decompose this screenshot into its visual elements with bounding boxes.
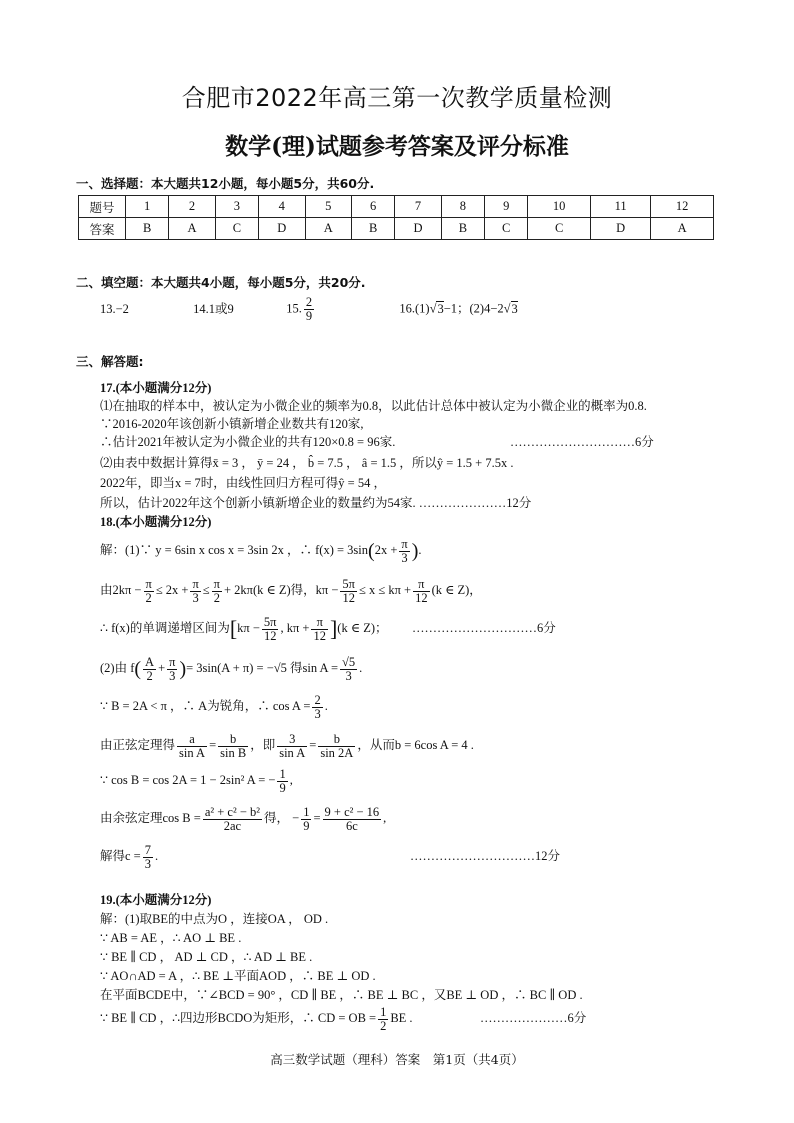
q18-title: 18.(本小题满分12分) — [100, 515, 212, 529]
numerator: π — [169, 654, 176, 669]
q18-line-2 — [100, 572, 482, 608]
text: ∵ B = 2A < π ，∴ A为锐角，∴ cos A = — [100, 699, 311, 713]
numerator: 1 — [279, 766, 286, 781]
numerator: π — [145, 576, 152, 591]
denominator: sin A — [279, 745, 306, 760]
text: ，即 — [250, 738, 276, 752]
answer-15-fraction — [304, 296, 314, 323]
fraction — [277, 768, 287, 795]
page-footer: 高三数学试题（理科）答案 第1页（共4页） — [270, 1052, 524, 1067]
numerator: 9 + c² − 16 — [324, 804, 380, 819]
table-cell: 3 — [215, 196, 258, 218]
numerator: π — [192, 576, 199, 591]
text: ≤ — [202, 583, 210, 597]
table-row-answers — [79, 218, 714, 240]
table-cell: B — [441, 218, 484, 240]
table-row-numbers — [79, 196, 714, 218]
numerator: 5π — [342, 576, 355, 591]
q19-line-1: 解：(1)取BE的中点为O ，连接OA ， OD . — [100, 912, 329, 926]
denominator: 6c — [345, 818, 358, 833]
table-cell: 2 — [169, 196, 215, 218]
text: 解得c = — [100, 849, 141, 863]
text: 由正弦定理得 — [100, 738, 176, 752]
table-cell: A — [305, 218, 351, 240]
q17-line-3 — [100, 432, 654, 450]
denominator: 3 — [169, 668, 176, 683]
sqrt-radicand: 3 — [511, 301, 518, 316]
fraction — [323, 806, 382, 833]
denominator: 2ac — [223, 818, 242, 833]
text: + 2kπ(k ∈ Z)得，kπ − — [223, 583, 339, 597]
fraction — [340, 578, 357, 605]
q17-line-1: ⑴在抽取的样本中，被认定为小微企业的频率为0.8，以此估计总体中被认定为小微企业的概率为0.8. — [100, 399, 647, 413]
table-cell: D — [590, 218, 650, 240]
text: ≤ x ≤ kπ + — [358, 583, 412, 597]
table-cell: 10 — [528, 196, 591, 218]
denominator: 12 — [342, 590, 355, 605]
section-solution-heading: 三、解答题: — [76, 354, 144, 369]
numerator: A — [145, 654, 155, 669]
table-cell: 8 — [441, 196, 484, 218]
fraction — [318, 733, 355, 760]
score-marker: …………………6分 — [480, 1011, 587, 1025]
denominator: sin 2A — [320, 745, 354, 760]
denominator: 2 — [145, 590, 152, 605]
table-cell: 4 — [259, 196, 305, 218]
numerator: 5π — [263, 614, 277, 629]
q18-line-1-text: 解：(1)∵ y = 6sin x cos x = 3sin 2x ，∴ f(x) = 3sin — [100, 543, 369, 557]
paren-left: ( — [134, 658, 142, 681]
text: 由2kπ − — [100, 583, 142, 597]
answer-15 — [286, 296, 396, 323]
fraction — [190, 578, 200, 605]
numerator: b — [218, 733, 248, 747]
numerator: π — [401, 536, 408, 551]
fraction — [212, 578, 222, 605]
score-marker: …………………………6分 — [510, 435, 654, 449]
numerator: π — [311, 616, 328, 630]
denominator: 12 — [415, 590, 428, 605]
table-cell: A — [651, 218, 714, 240]
numerator: π — [213, 576, 220, 591]
q18-line-4: (2)由 f( $\frac{A}{2}$ + $\frac{\pi}{3}$ )= 3sin(A + π) = −√5 得sin A = $\frac{√5}{3}$ . — [100, 654, 363, 683]
q18-line-3 — [100, 610, 556, 646]
text: = 3sin(A + π) = −√5 得sin A = — [186, 661, 339, 675]
bracket-right: ] — [329, 616, 338, 642]
q17-line-5: 2022年，即当x = 7时，由线性回归方程可得ŷ = 54 ， — [100, 476, 386, 490]
fraction — [413, 578, 430, 605]
fraction — [301, 806, 311, 833]
q19-line-4: ∵ AO∩AD = A ，∴ BE ⊥平面AOD ，∴ BE ⊥ OD . — [100, 969, 376, 983]
text: 得， − — [264, 811, 300, 825]
table-cell: 1 — [126, 196, 169, 218]
answer-table — [78, 195, 714, 240]
exam-title: 合肥市2022年高三第一次教学质量检测 — [181, 84, 613, 112]
table-cell: 6 — [352, 196, 395, 218]
fraction — [277, 733, 307, 760]
numerator: 2 — [314, 692, 321, 707]
fraction — [143, 844, 153, 871]
table-cell: 7 — [395, 196, 441, 218]
table-cell: C — [215, 218, 258, 240]
table-cell: A — [169, 218, 215, 240]
text: 由余弦定理cos B = — [100, 811, 201, 825]
table-cell: B — [352, 218, 395, 240]
text: ∴ f(x)的单调递增区间为 — [100, 621, 230, 635]
text: (k ∈ Z)， — [431, 583, 482, 597]
numerator: 3 — [277, 733, 307, 747]
q18-line-1: 解：(1)∵ y = 6sin x cos x = 3sin 2x ，∴ f(x) = 3sin(2x + $\frac{\pi}{3}$ ). — [100, 536, 422, 565]
q19-line-3: ∵ BE ∥ CD ， AD ⊥ CD ，∴ AD ⊥ BE . — [100, 950, 313, 964]
score-marker: …………………………12分 — [410, 849, 561, 863]
numerator: 1 — [303, 804, 310, 819]
answer-15-prefix: 15. — [286, 301, 302, 316]
q17-line-3-text: ∴估计2021年被认定为小微企业的共有120×0.8 = 96家. — [100, 435, 396, 449]
table-cell: 5 — [305, 196, 351, 218]
fraction — [177, 733, 207, 760]
table-cell: D — [395, 218, 441, 240]
text: kπ − — [237, 621, 260, 635]
fraction — [312, 694, 322, 721]
table-cell: C — [485, 218, 528, 240]
q18-line-7: ∵ cos B = cos 2A = 1 − 2sin² A = − $\frac{1}{9}$ , — [100, 766, 293, 795]
paren-left: ( — [368, 540, 375, 563]
denominator: 9 — [303, 818, 310, 833]
answer-key-subtitle: 数学(理)试题参考答案及评分标准 — [225, 133, 569, 160]
denominator: 12 — [263, 628, 277, 643]
fraction — [144, 578, 154, 605]
denominator: 9 — [279, 780, 286, 795]
paren-right: ) — [179, 658, 187, 681]
text: ∵ cos B = cos 2A = 1 − 2sin² A = − — [100, 773, 276, 787]
answer-13: 13.−2 — [100, 301, 129, 316]
text: BE . — [390, 1011, 413, 1025]
q19-line-5: 在平面BCDE中，∵∠BCD = 90° ，CD ∥ BE ，∴ BE ⊥ BC ，又BE ⊥ OD ，∴ BC ∥ OD . — [100, 988, 583, 1002]
text: ，从而b = 6cos A = 4 . — [357, 738, 474, 752]
numerator: b — [318, 733, 355, 747]
q17-line-6: 所以，估计2022年这个创新小镇新增企业的数量约为54家. …………………12分 — [100, 496, 532, 510]
answer-16: 16.(1)√3−1；(2)4−2√3 — [399, 301, 518, 316]
text: , kπ + — [280, 621, 310, 635]
denominator: sin A — [179, 745, 206, 760]
numerator: π — [413, 578, 430, 592]
text: ≤ 2x + — [155, 583, 189, 597]
q18-line-6: 由正弦定理得 $\frac{a}{\text{sin A}}$ = $\frac{b}{\text{sin B}}$ ，即 $\frac{3}{\text{sin A}}$ = $\frac{b}{\sin 2A}$ ，从而b = 6cos A = 4 . — [100, 731, 474, 760]
fraction — [143, 656, 156, 683]
denominator: 3 — [345, 668, 352, 683]
fraction — [218, 733, 248, 760]
q18-line-5: ∵ B = 2A < π ，∴ A为锐角，∴ cos A = $\frac{2}{3}$ . — [100, 692, 328, 721]
fraction — [311, 616, 328, 643]
fraction — [167, 656, 177, 683]
table-cell: B — [126, 218, 169, 240]
fraction — [340, 656, 357, 683]
pi-over-3 — [399, 538, 409, 565]
text: ∵ BE ∥ CD ，∴四边形BCDO为矩形，∴ CD = OB = — [100, 1011, 377, 1025]
text: (2)由 f — [100, 661, 135, 675]
answer-14: 14.1或9 — [193, 301, 234, 316]
fill-answers — [100, 296, 518, 328]
q18-line-8: 由余弦定理cos B = $\frac{\text{a² + c² − b²}}{2ac}$ 得， − $\frac{1}{9}$ = $\frac{\text{9 + c² − 16}}{6c}$ , — [100, 804, 387, 833]
numerator: 1 — [380, 1004, 387, 1019]
denominator: 3 — [314, 706, 321, 721]
fraction — [378, 1006, 388, 1033]
row-label-answer: 答案 — [79, 218, 126, 240]
table-cell: 11 — [590, 196, 650, 218]
answer-16-middle: −1；(2)4−2 — [443, 301, 504, 316]
denominator: 2 — [380, 1018, 387, 1033]
numerator: √5 — [342, 654, 356, 669]
numerator: 7 — [144, 842, 151, 857]
q19-line-2: ∵ AB = AE ，∴ AO ⊥ BE . — [100, 931, 242, 945]
q19-title: 19.(本小题满分12分) — [100, 893, 212, 907]
q18-line-9: 解得c = $\frac{7}{3}$ . …………………………12分 — [100, 838, 158, 874]
numerator: 2 — [305, 295, 313, 309]
q19-line-6 — [100, 1002, 587, 1034]
section-fill-heading: 二、填空题：本大题共4小题，每小题5分，共20分. — [76, 275, 366, 290]
table-cell: 9 — [485, 196, 528, 218]
bracket-left: [ — [229, 616, 238, 642]
score-marker: …………………………6分 — [412, 621, 556, 635]
table-cell: C — [528, 218, 591, 240]
q17-title: 17.(本小题满分12分) — [100, 381, 212, 395]
denominator: 3 — [401, 550, 408, 565]
denominator: 2 — [213, 590, 220, 605]
denominator: 9 — [305, 309, 313, 324]
denominator: 2 — [146, 668, 153, 683]
table-cell: D — [259, 218, 305, 240]
denominator: sin B — [220, 745, 247, 760]
q18-line-1-arg: 2x + — [374, 543, 398, 557]
denominator: 3 — [192, 590, 199, 605]
q17-line-4: ⑵由表中数据计算得x̄ = 3 ， ȳ = 24 ， b̂ = 7.5 ， â = 1.5 ，所以ŷ = 1.5 + 7.5x . — [100, 456, 514, 470]
denominator: 12 — [313, 628, 326, 643]
paren-right: ) — [411, 540, 419, 563]
q17-line-2: ∵2016-2020年该创新小镇新增企业数共有120家, — [100, 417, 364, 431]
sqrt-radicand: 3 — [437, 301, 444, 316]
numerator: a² + c² − b² — [204, 804, 261, 819]
table-cell: 12 — [651, 196, 714, 218]
text: (k ∈ Z)； — [337, 621, 388, 635]
numerator: a — [177, 733, 207, 747]
fraction — [203, 806, 262, 833]
row-label-question: 题号 — [79, 196, 126, 218]
answer-16-prefix: 16.(1) — [399, 301, 430, 316]
denominator: 3 — [144, 856, 151, 871]
fraction — [262, 616, 279, 643]
section-choice-heading: 一、选择题：本大题共12小题，每小题5分，共60分. — [76, 176, 375, 191]
